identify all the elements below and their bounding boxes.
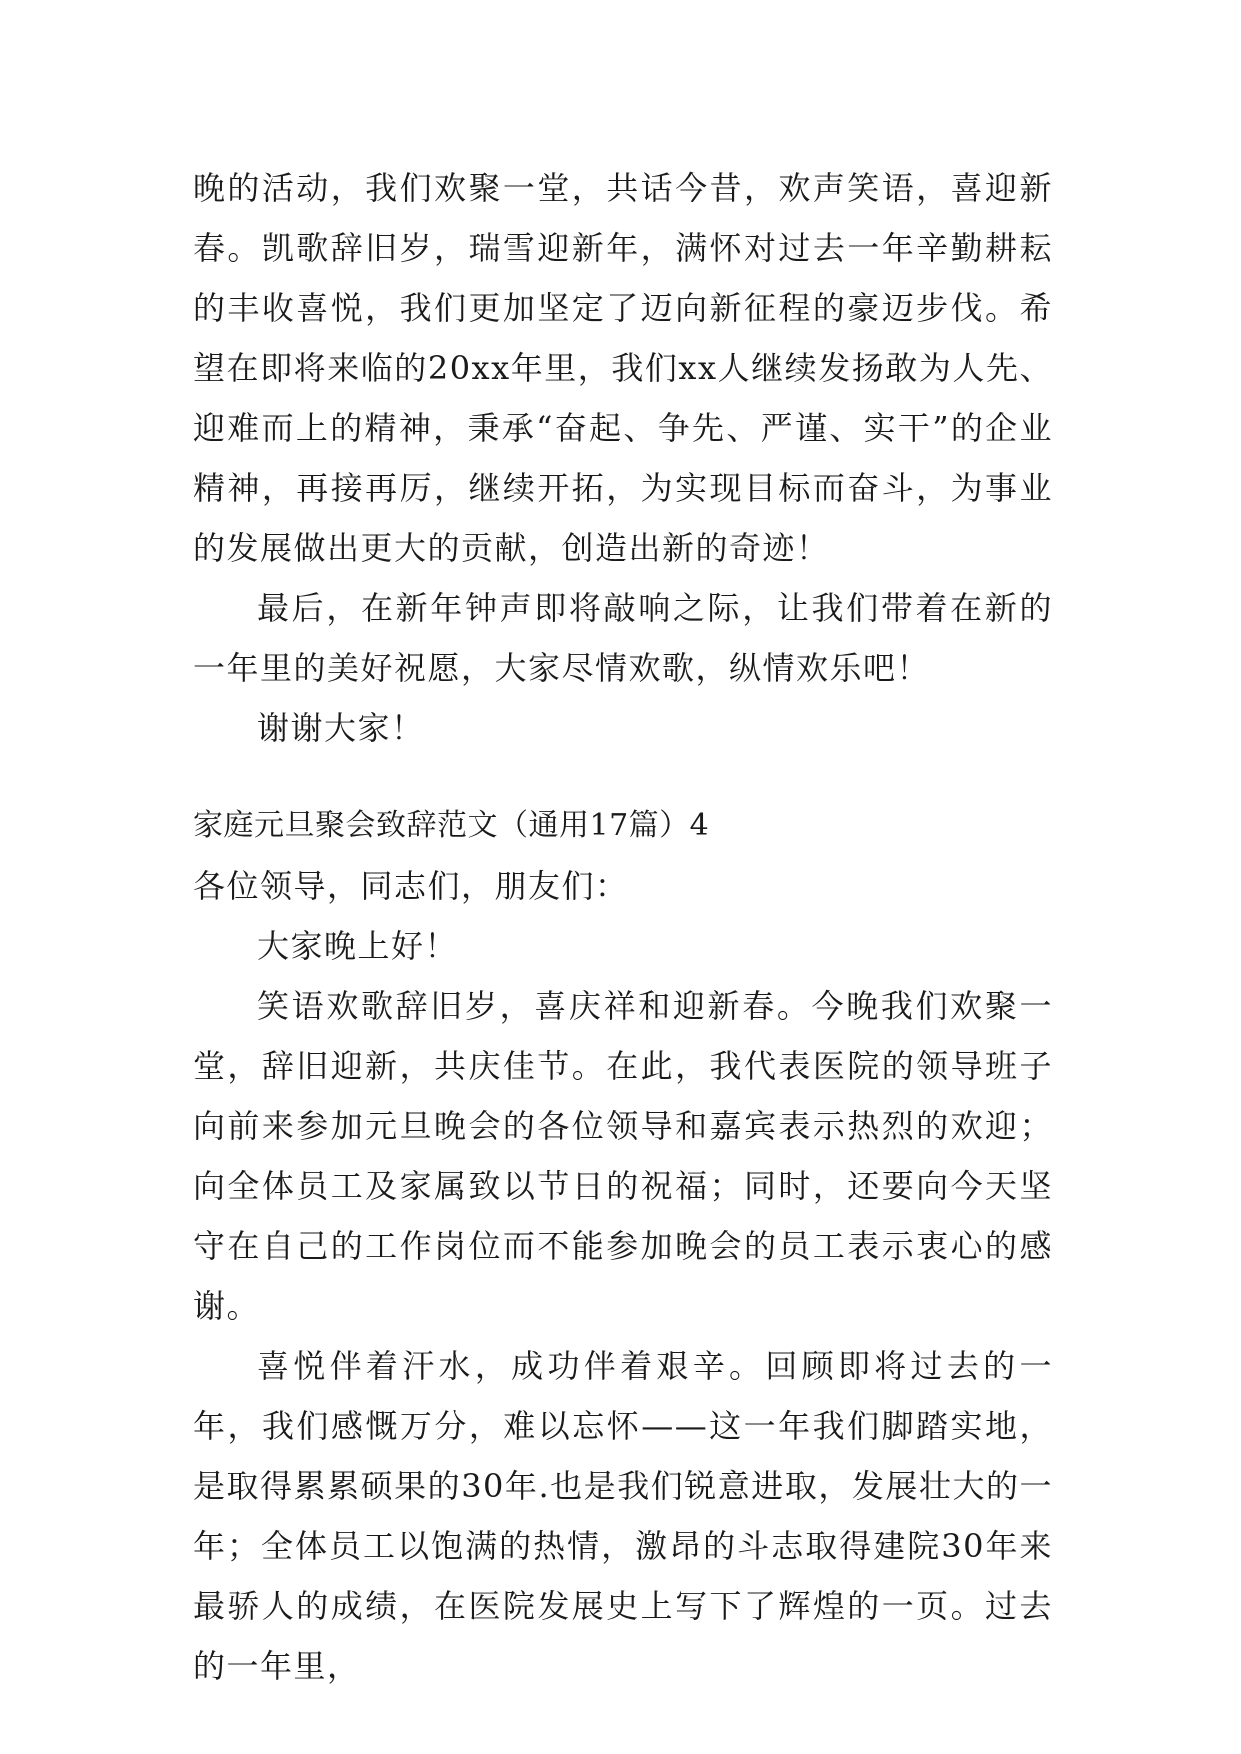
section-spacer <box>193 758 1053 796</box>
paragraph: 谢谢大家！ <box>257 709 425 747</box>
greeting: 大家晚上好！ <box>257 927 459 965</box>
paragraph: 喜悦伴着汗水，成功伴着艰辛。回顾即将过去的一年，我们感慨万分，难以忘怀——这一年我们脚踏实地，是取得累累硕果的30年.也是我们锐意进取，发展壮大的一年；全体员工以饱满的热情，激昂的斗志取得建院30年来最骄人的成绩，在医院发展史上写下了辉煌的一页。过去的一年里， <box>193 1347 1053 1685</box>
paragraph: 笑语欢歌辞旧岁，喜庆祥和迎新春。今晚我们欢聚一堂，辞旧迎新，共庆佳节。在此，我代表医院的领导班子向前来参加元旦晚会的各位领导和嘉宾表示热烈的欢迎；向全体员工及家属致以节日的祝福；同时，还要向今天坚守在自己的工作岗位而不能参加晚会的员工表示衷心的感谢。 <box>193 987 1053 1325</box>
salutation: 各位领导，同志们，朋友们： <box>193 867 629 905</box>
section-heading: 家庭元旦聚会致辞范文（通用17篇）4 <box>193 808 710 843</box>
paragraph: 晚的活动，我们欢聚一堂，共话今昔，欢声笑语，喜迎新春。凯歌辞旧岁，瑞雪迎新年，满怀对过去一年辛勤耕耘的丰收喜悦，我们更加坚定了迈向新征程的豪迈步伐。希望在即将来临的20xx年里，我们xx人继续发扬敢为人先、迎难而上的精神，秉承“奋起、争先、严谨、实干”的企业精神，再接再厉，继续开拓，为实现目标而奋斗，为事业的发展做出更大的贡献，创造出新的奇迹！ <box>193 169 1053 567</box>
document-body <box>193 158 1053 1696</box>
paragraph: 最后，在新年钟声即将敲响之际，让我们带着在新的一年里的美好祝愿，大家尽情欢歌，纵情欢乐吧！ <box>193 589 1053 687</box>
